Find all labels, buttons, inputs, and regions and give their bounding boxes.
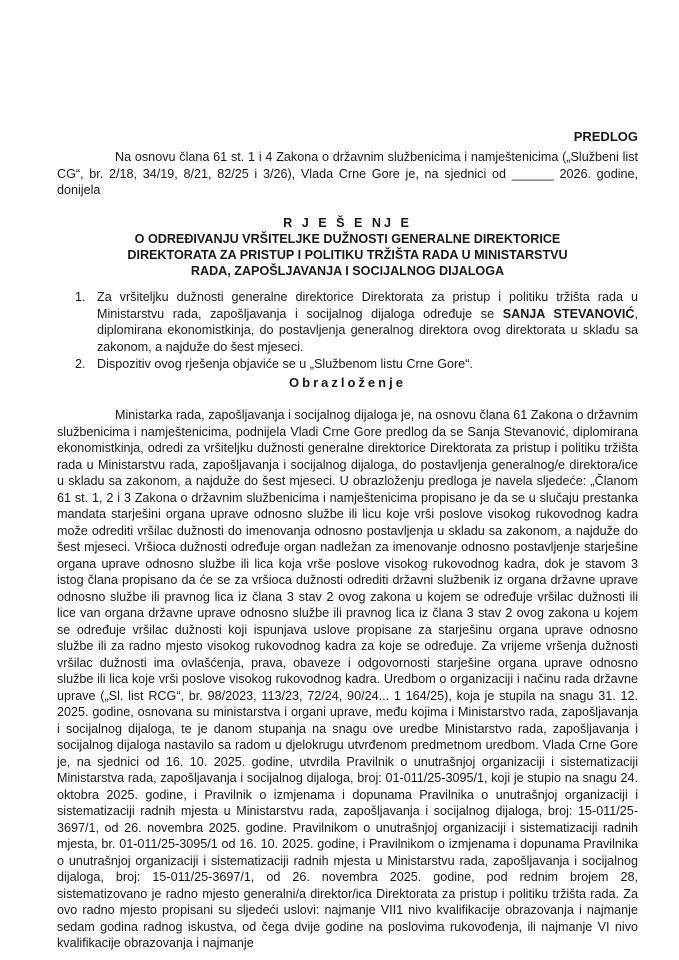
appointee-name: SANJA STEVANOVIĆ [502,306,635,321]
intro-paragraph: Na osnovu člana 61 st. 1 i 4 Zakona o državnim službenicima i namještenicima („Službeni list CG“, br. 2/18, 34/19, 8/21, 82/25 i 3/26), Vlada Crne Gore je, na sjednici od ______ 2026. godine, donijela [57,150,638,197]
title-line-1: R J E Š E NJ E [283,216,412,230]
reasoning-paragraph: Ministarka rada, zapošljavanja i socijalnog dijaloga je, na osnovu člana 61 Zakona o državnim službenicima i namještenicima, podnijela Vladi Crne Gore predlog da se Sanja Stevanović, diplomirana ekonomistkinja, odredi za vršiteljku dužnosti generalne direktorice Direktorata za pristup i politiku tržišta rada u Ministarstvu rada, zapošljavanja i socijalnog dijaloga, do postavljenja generalnog/e direktora/ice u skladu sa zakonom, a najduže do šest mjeseci. U obrazloženju predloga je navela sljedeće: „Članom 61 st. 1, 2 i 3 Zakona o državnim službenicima i namještenicima propisano je da se u slučaju prestanka mandata starješini organa uprave odnosno službe ili licu koje vrši poslove visokog rukovodnog kadra može odrediti vršilac dužnosti do imenovanja odnosno postavljenja u skladu sa zakonom, a najduže do šest mjeseci. Vršioca dužnosti određuje organ nadležan za imenovanje odnosno postavljenje starješine organa uprave odnosno službe ili lica koja vrše poslove visokog rukovodnog kadra, dok je stavom 3 istog člana propisano da će se za vršioca dužnosti odrediti državni službenik iz organa državne uprave odnosno službe ili pravnog lica iz člana 3 stav 2 ovog zakona u kojem se određuje vršilac dužnosti ili lice van organa državne uprave odnosno službe ili pravnog lica iz člana 3 stav 2 ovog zakona u kojem se određuje vršilac dužnosti koji ispunjava uslove propisane za starješinu organa uprave odnosno službe ili za radno mjesto visokog rukovodnog kadra za koje se određuje. Za vrijeme vršenja dužnosti vršilac dužnosti ima ovlašćenja, prava, obaveze i odgovornosti starješine organa uprave odnosno službe ili lica koje vrši poslove visokog rukovodnog kadra. Uredbom o organizaciji i načinu rada državne uprave („Sl. list RCG“, br. 98/2023, 113/23, 72/24, 90/24... 1 164/25), koja je stupila na snagu 31. 12. 2025. godine, osnovana su ministarstva i organi uprave, među kojima i Ministarstvo rada, zapošljavanja i socijalnog dijaloga, te je danom stupanja na snagu ove uredbe Ministarstvo rada, zapošljavanja i socijalnog dijaloga nastavilo sa radom u djelokrugu utvrđenom predmetnom uredbom. Vlada Crne Gore je, na sjednici od 16. 10. 2025. godine, utvrdila Pravilnik o unutrašnjoj organizaciji i sistematizaciji Ministarstva rada, zapošljavanja i socijalnog dijaloga, broj: 01-011/25-3095/1, koji je stupio na snagu 24. oktobra 2025. godine, i Pravilnik o izmjenama i dopunama Pravilnika o unutrašnjoj organizaciji i sistematizaciji radnih mjesta u Ministarstvu rada, zapošljavanja i socijalnog dijaloga, broj: 15-011/25-3697/1, od 26. novembra 2025. godine. Pravilnikom o unutrašnjoj organizaciji i sistematizaciji radnih mjesta, br. 01-011/25-3095/1 od 16. 10. 2025. godine, i Pravilnikom o izmjenama i dopunama Pravilnika o unutrašnjoj organizaciji i sistematizaciji radnih mjesta u Ministarstvu rada, zapošljavanja i socijalnog dijaloga, broj: 15-011/25-3697/1, od 26. novembra 2025. godine, pod rednim brojem 28, sistematizovano je radno mjesto generalni/a direktor/ica Direktorata za pristup i politiku tržišta rada. Za ovo radno mjesto propisani su sljedeći uslovi: najmanje VII1 nivo kvalifikacije obrazovanja i najmanje sedam godina radnog iskustva, od čega dvije godine na poslovima rukovođenja, ili najmanje VI nivo kvalifikacije obrazovanja i najmanje [57,408,638,950]
item-number: 2. [75,357,86,371]
item-number: 1. [75,290,86,304]
title-line-4: RADA, ZAPOŠLJAVANJA I SOCIJALNOG DIJALOGA [190,264,505,278]
reasoning-heading: Obrazloženje [289,375,406,390]
list-item [75,356,638,373]
item-text: Za vršiteljku dužnosti generalne direktorice Direktorata za pristup i politiku tržišta rada u Ministarstvu rada, zapošljavanja i socijalnog dijaloga određuje se [97,290,638,321]
item-text: , diplomirana ekonomistkinja, do postavljenja generalnog direktora ovog direktorata u skladu sa zakonom, a najduže do šest mjeseci. [97,306,638,354]
title-line-3: DIREKTORATA ZA PRISTUP I POLITIKU TRŽIŠTA RADA U MINISTARSTVU [127,248,568,262]
proposal-label: PREDLOG [573,129,638,144]
decision-title [57,215,638,279]
decision-items [75,289,638,374]
list-item [75,289,638,355]
title-line-2: O ODREĐIVANJU VRŠITELJKE DUŽNOSTI GENERALNE DIREKTORICE [134,232,561,246]
item-text: Dispozitiv ovog rješenja objaviće se u „Službenom listu Crne Gore“. [97,357,473,371]
